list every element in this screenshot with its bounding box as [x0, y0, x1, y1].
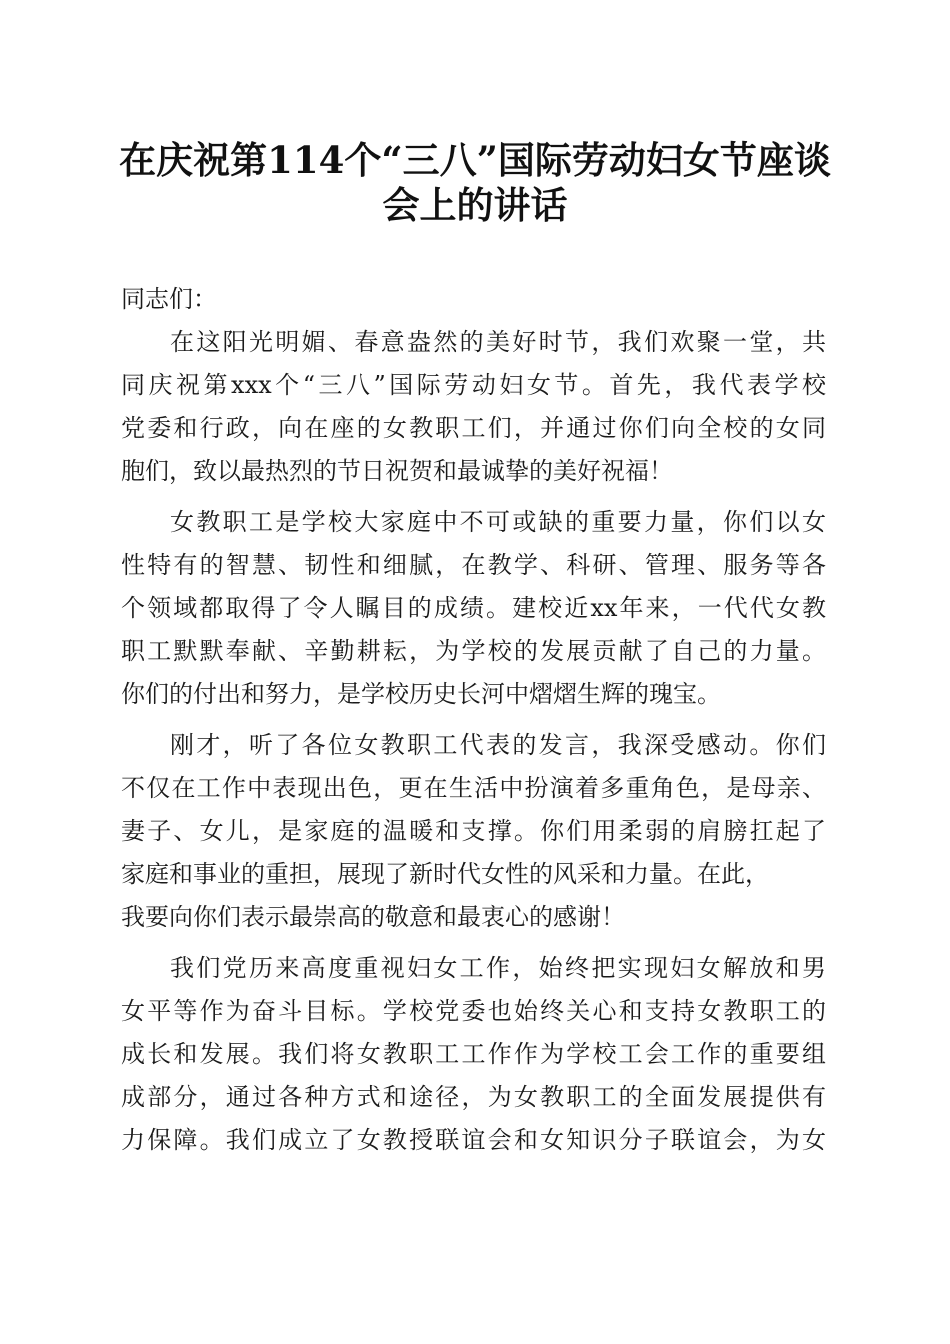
document-title-line-2: 会上的讲话 [382, 183, 568, 227]
body-line: 成长和发展。我们将女教职工工作作为学校工会工作的重要组 [121, 1040, 826, 1068]
body-line: 力保障。我们成立了女教授联谊会和女知识分子联谊会，为女 [121, 1126, 826, 1154]
body-line: 刚才，听了各位女教职工代表的发言，我深受感动。你们 [170, 731, 826, 759]
salutation: 同志们： [121, 285, 217, 313]
body-line: 女教职工是学校大家庭中不可或缺的重要力量，你们以女 [170, 508, 826, 536]
body-line: 党委和行政，向在座的女教职工们，并通过你们向全校的女同 [121, 414, 826, 442]
body-line: 不仅在工作中表现出色，更在生活中扮演着多重角色，是母亲、 [121, 774, 826, 802]
body-line: 同庆祝第xxx个“三八”国际劳动妇女节。首先，我代表学校 [121, 371, 826, 399]
body-line: 在这阳光明媚、春意盎然的美好时节，我们欢聚一堂，共 [170, 328, 826, 356]
body-line: 我们党历来高度重视妇女工作，始终把实现妇女解放和男 [170, 954, 826, 982]
document-title-line-1: 在庆祝第114个“三八”国际劳动妇女节座谈 [119, 138, 831, 182]
body-line: 女平等作为奋斗目标。学校党委也始终关心和支持女教职工的 [121, 997, 826, 1025]
body-line: 胞们，致以最热烈的节日祝贺和最诚挚的美好祝福！ [121, 457, 673, 485]
body-line: 职工默默奉献、辛勤耕耘，为学校的发展贡献了自己的力量。 [121, 637, 826, 665]
body-line: 我要向你们表示最崇高的敬意和最衷心的感谢！ [121, 903, 625, 931]
body-line: 个领域都取得了令人瞩目的成绩。建校近xx年来，一代代女教 [121, 594, 826, 622]
body-line: 成部分，通过各种方式和途径，为女教职工的全面发展提供有 [121, 1083, 826, 1111]
body-line: 性特有的智慧、韧性和细腻，在教学、科研、管理、服务等各 [121, 551, 826, 579]
body-line: 你们的付出和努力，是学校历史长河中熠熠生辉的瑰宝。 [121, 680, 721, 708]
body-line: 妻子、女儿，是家庭的温暖和支撑。你们用柔弱的肩膀扛起了 [121, 817, 826, 845]
body-line: 家庭和事业的重担，展现了新时代女性的风采和力量。在此， [121, 860, 769, 888]
